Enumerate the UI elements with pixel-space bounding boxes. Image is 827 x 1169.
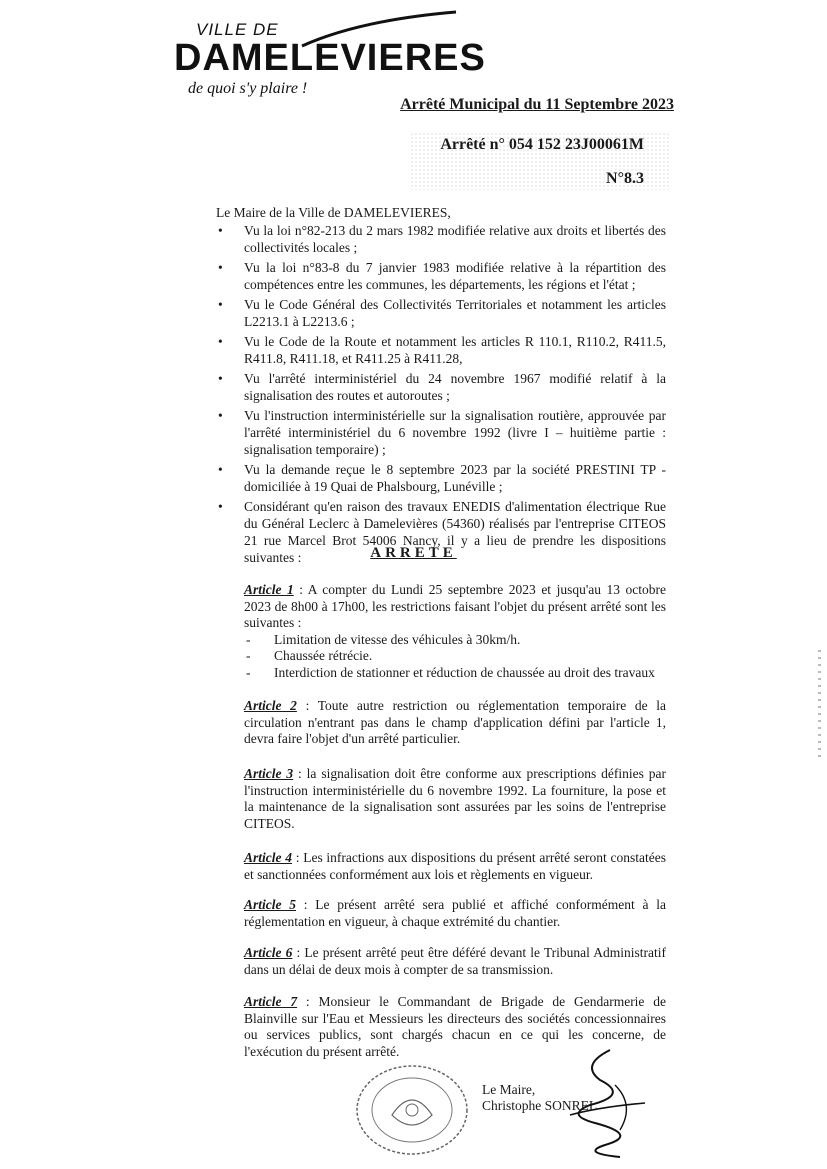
article-label: Article 7 xyxy=(244,994,298,1009)
vu-item: • Vu la loi n°83-8 du 7 janvier 1983 modifiée relative à la répartition des compétences entre les communes, les départements, les régions et l'état ; xyxy=(216,259,666,293)
article-text: : Le présent arrêté sera publié et affiché conformément à la réglementation en vigueur, à chaque extrémité du chantier. xyxy=(244,897,666,929)
article-text: : Les infractions aux dispositions du présent arrêté seront constatées et sanctionnées conformément aux lois et règlements en vigueur. xyxy=(244,850,666,882)
logo-name: DAMELEVIERES xyxy=(174,37,486,79)
list-item: - Interdiction de stationner et réduction de chaussée au droit des travaux xyxy=(244,665,666,682)
handwritten-signature-icon xyxy=(560,1045,650,1160)
vus-list xyxy=(216,222,666,569)
article-1-list xyxy=(244,632,666,682)
article-label: Article 3 xyxy=(244,766,294,781)
article-2 xyxy=(244,698,666,748)
article-label: Article 6 xyxy=(244,945,293,960)
logo-ville-de: VILLE DE xyxy=(196,20,279,39)
signature-role: Le Maire, xyxy=(482,1082,536,1097)
list-item: - Chaussée rétrécie. xyxy=(244,648,666,665)
article-text: : Le présent arrêté peut être déféré devant le Tribunal Administratif dans un délai de deux mois à compter de sa transmission. xyxy=(244,945,666,977)
vu-item: • Vu l'instruction interministérielle sur la signalisation routière, approuvée par l'arrêté interministériel du 6 novembre 1992 (livre I – huitième partie : signalisation temporaire) ; xyxy=(216,407,666,458)
article-4 xyxy=(244,850,666,883)
scan-edge-marks xyxy=(818,650,821,760)
vu-item: • Vu la demande reçue le 8 septembre 2023 par la société PRESTINI TP - domiciliée à 19 Quai de Phalsbourg, Lunéville ; xyxy=(216,461,666,495)
article-label: Article 1 xyxy=(244,582,294,597)
article-text: : Monsieur le Commandant de Brigade de Gendarmerie de Blainville sur l'Eau et Messieurs les directeurs des sociétés concessionnaires ou services publics, sont chargés chacun en ce qui les concerne, de l'exécution du présent arrêté. xyxy=(244,994,667,1059)
vu-item: • Vu le Code Général des Collectivités Territoriales et notamment les articles L2213.1 à L2213.6 ; xyxy=(216,296,666,330)
logo-tagline: de quoi s'y plaire ! xyxy=(188,80,308,97)
vu-item: • Vu la loi n°82-213 du 2 mars 1982 modifiée relative aux droits et libertés des collectivités locales ; xyxy=(216,222,666,256)
article-text: : A compter du Lundi 25 septembre 2023 et jusqu'au 13 octobre 2023 de 8h00 à 17h00, les restrictions faisant l'objet du présent arrêté sont les suivantes : xyxy=(244,582,666,630)
list-item: - Limitation de vitesse des véhicules à 30km/h. xyxy=(244,632,666,649)
article-label: Article 5 xyxy=(244,897,297,912)
page-title: Arrêté Municipal du 11 Septembre 2023 xyxy=(400,96,674,113)
vu-item: • Considérant qu'en raison des travaux ENEDIS d'alimentation électrique Rue du Général Leclerc à Damelevières (54360) réalisés par l'entreprise CITEOS 21 rue Marcel Brot 54006 Nancy, il y a lieu de prendre les dispositions suivantes : xyxy=(216,498,666,566)
article-label: Article 4 xyxy=(244,850,292,865)
article-3 xyxy=(244,766,666,832)
article-6 xyxy=(244,945,666,978)
article-label: Article 2 xyxy=(244,698,297,713)
article-text: : Toute autre restriction ou réglementation temporaire de la circulation n'entrant pas dans le champ d'application défini par l'article 1, devra faire l'objet d'un arrêté particulier. xyxy=(244,698,666,746)
municipal-seal-icon xyxy=(352,1055,472,1155)
arrete-sub-number: N°8.3 xyxy=(606,170,644,187)
vu-item: • Vu l'arrêté interministériel du 24 novembre 1967 modifié relatif à la signalisation des routes et autoroutes ; xyxy=(216,370,666,404)
intro-text: Le Maire de la Ville de DAMELEVIERES, xyxy=(216,205,451,220)
vu-item: • Vu le Code de la Route et notamment les articles R 110.1, R110.2, R411.5, R411.8, R411.18, et R411.25 à R411.28, xyxy=(216,333,666,367)
arrete-number: Arrêté n° 054 152 23J00061M xyxy=(440,136,644,153)
signature-name: Christophe SONREL xyxy=(482,1098,598,1113)
arrete-heading: ARRETE xyxy=(370,545,457,561)
article-text: : la signalisation doit être conforme aux prescriptions définies par l'instruction interministérielle du 6 novembre 1992. La fourniture, la pose et la maintenance de la signalisation sont assurées par les soins de l'entreprise CITEOS. xyxy=(244,766,666,831)
article-1 xyxy=(244,582,666,681)
article-5 xyxy=(244,897,666,930)
